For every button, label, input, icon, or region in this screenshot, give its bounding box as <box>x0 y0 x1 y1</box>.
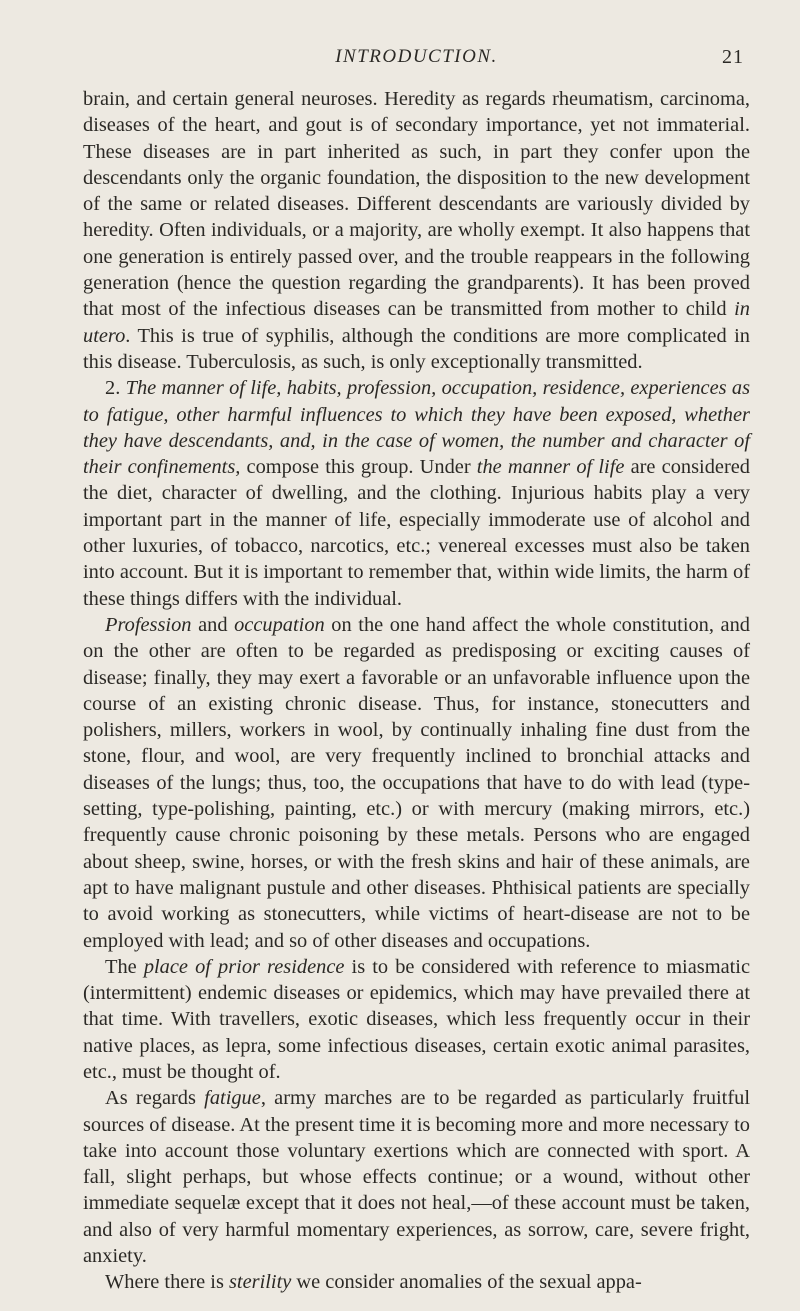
body-text <box>83 86 750 1296</box>
text-run: compose this group. Under <box>240 456 477 479</box>
paragraph-profession <box>83 612 750 954</box>
paragraph-manner-of-life <box>83 375 750 612</box>
italic-run: Profession <box>105 613 192 636</box>
text-run: brain, and certain general neuroses. Heredity as regards rheumatism, carcinoma, diseases of the heart, and gout is of secondary importance, yet not immaterial. These diseases are in part inherited as such, in part they confer upon the descendants only the organic foundation, the disposition to the new development of the same or related diseases. Different descendants are variously divided by heredity. Often individuals, or a majority, are wholly exempt. It also happens that one generation is entirely passed over, and the trouble reappears in the following generation (hence the question regarding the grandparents). It has been proved that most of the infectious diseases can be transmitted from mother to child <box>83 88 750 321</box>
text-run: and <box>191 613 235 636</box>
text-run: As regards <box>105 1087 205 1110</box>
text-run: , army marches are to be regarded as particularly fruitful sources of disease. At the present time it is becoming more and more necessary to take into account those voluntary exertions which are connected with sport. A fall, slight perhaps, but whose effects continue; or a wound, without other immediate sequelæ except that it does not heal,—of these account must be taken, and also of very harmful momentary experiences, as sorrow, care, severe fright, anxiety. <box>83 1087 750 1268</box>
paragraph-heredity <box>83 86 750 375</box>
italic-run: occupation <box>234 613 325 636</box>
italic-run: the manner of life <box>476 456 625 479</box>
italic-run: in utero <box>83 298 750 347</box>
text-run: is to be considered with reference to miasmatic (intermittent) endemic diseases or epidemics, which may have prevailed there at that time. With travellers, exotic diseases, which less frequently occur in their native places, as lepra, some infectious diseases, certain exotic animal parasites, etc., must be thought of. <box>83 955 751 1083</box>
running-head <box>83 46 750 74</box>
text-run: on the one hand affect the whole constitution, and on the other are often to be regarded as predisposing or exciting causes of disease; finally, they may exert a favorable or an unfavorable influence upon the course of an existing chronic disease. Thus, for instance, stonecutters and polishers, millers, workers in wool, by continually inhaling fine dust from the stone, flour, and wool, are very frequently inclined to bronchial attacks and diseases of the lungs; thus, too, the occupations that have to do with lead (type-setting, type-polishing, painting, etc.) or with mercury (making mirrors, etc.) frequently cause chronic poisoning by these metals. Persons who are engaged about sheep, swine, horses, or with the fresh skins and hair of these animals, are apt to have malignant pustule and other diseases. Phthisical patients are specially to avoid working as stonecutters, while victims of heart-disease are not to be employed with lead; and so of other diseases and occupations. <box>83 613 750 952</box>
text-run: . This is true of syphilis, although the conditions are more complicated in this disease. Tuberculosis, as such, is only exceptionally transmitted. <box>83 324 750 373</box>
italic-run: fatigue <box>204 1087 261 1110</box>
text-run: 2. <box>105 377 126 400</box>
text-run: we consider anomalies of the sexual appa- <box>291 1271 642 1294</box>
text-run: The <box>105 955 144 978</box>
italic-run: The manner of life, habits, profession, occupation, residence, experiences as to fatigue, other harmful influences to which they have been exposed, whether they have descendants, and, in the case of women, the number and character of their confinements, <box>83 377 751 479</box>
page-number: 21 <box>722 46 744 68</box>
paragraph-fatigue <box>83 1085 750 1269</box>
text-run: Where there is <box>105 1271 229 1294</box>
paragraph-residence <box>83 954 750 1085</box>
text-run: are considered the diet, character of dwelling, and the clothing. Injurious habits play a very important part in the manner of life, especially immoderate use of alcohol and other luxuries, of tobacco, narcotics, etc.; venereal excesses must also be taken into account. But it is important to remember that, within wide limits, the harm of these things differs with the individual. <box>83 456 750 610</box>
paragraph-sterility <box>83 1269 750 1295</box>
italic-run: sterility <box>228 1271 292 1294</box>
italic-run: place of prior residence <box>143 955 345 978</box>
running-title: INTRODUCTION. <box>335 46 498 67</box>
